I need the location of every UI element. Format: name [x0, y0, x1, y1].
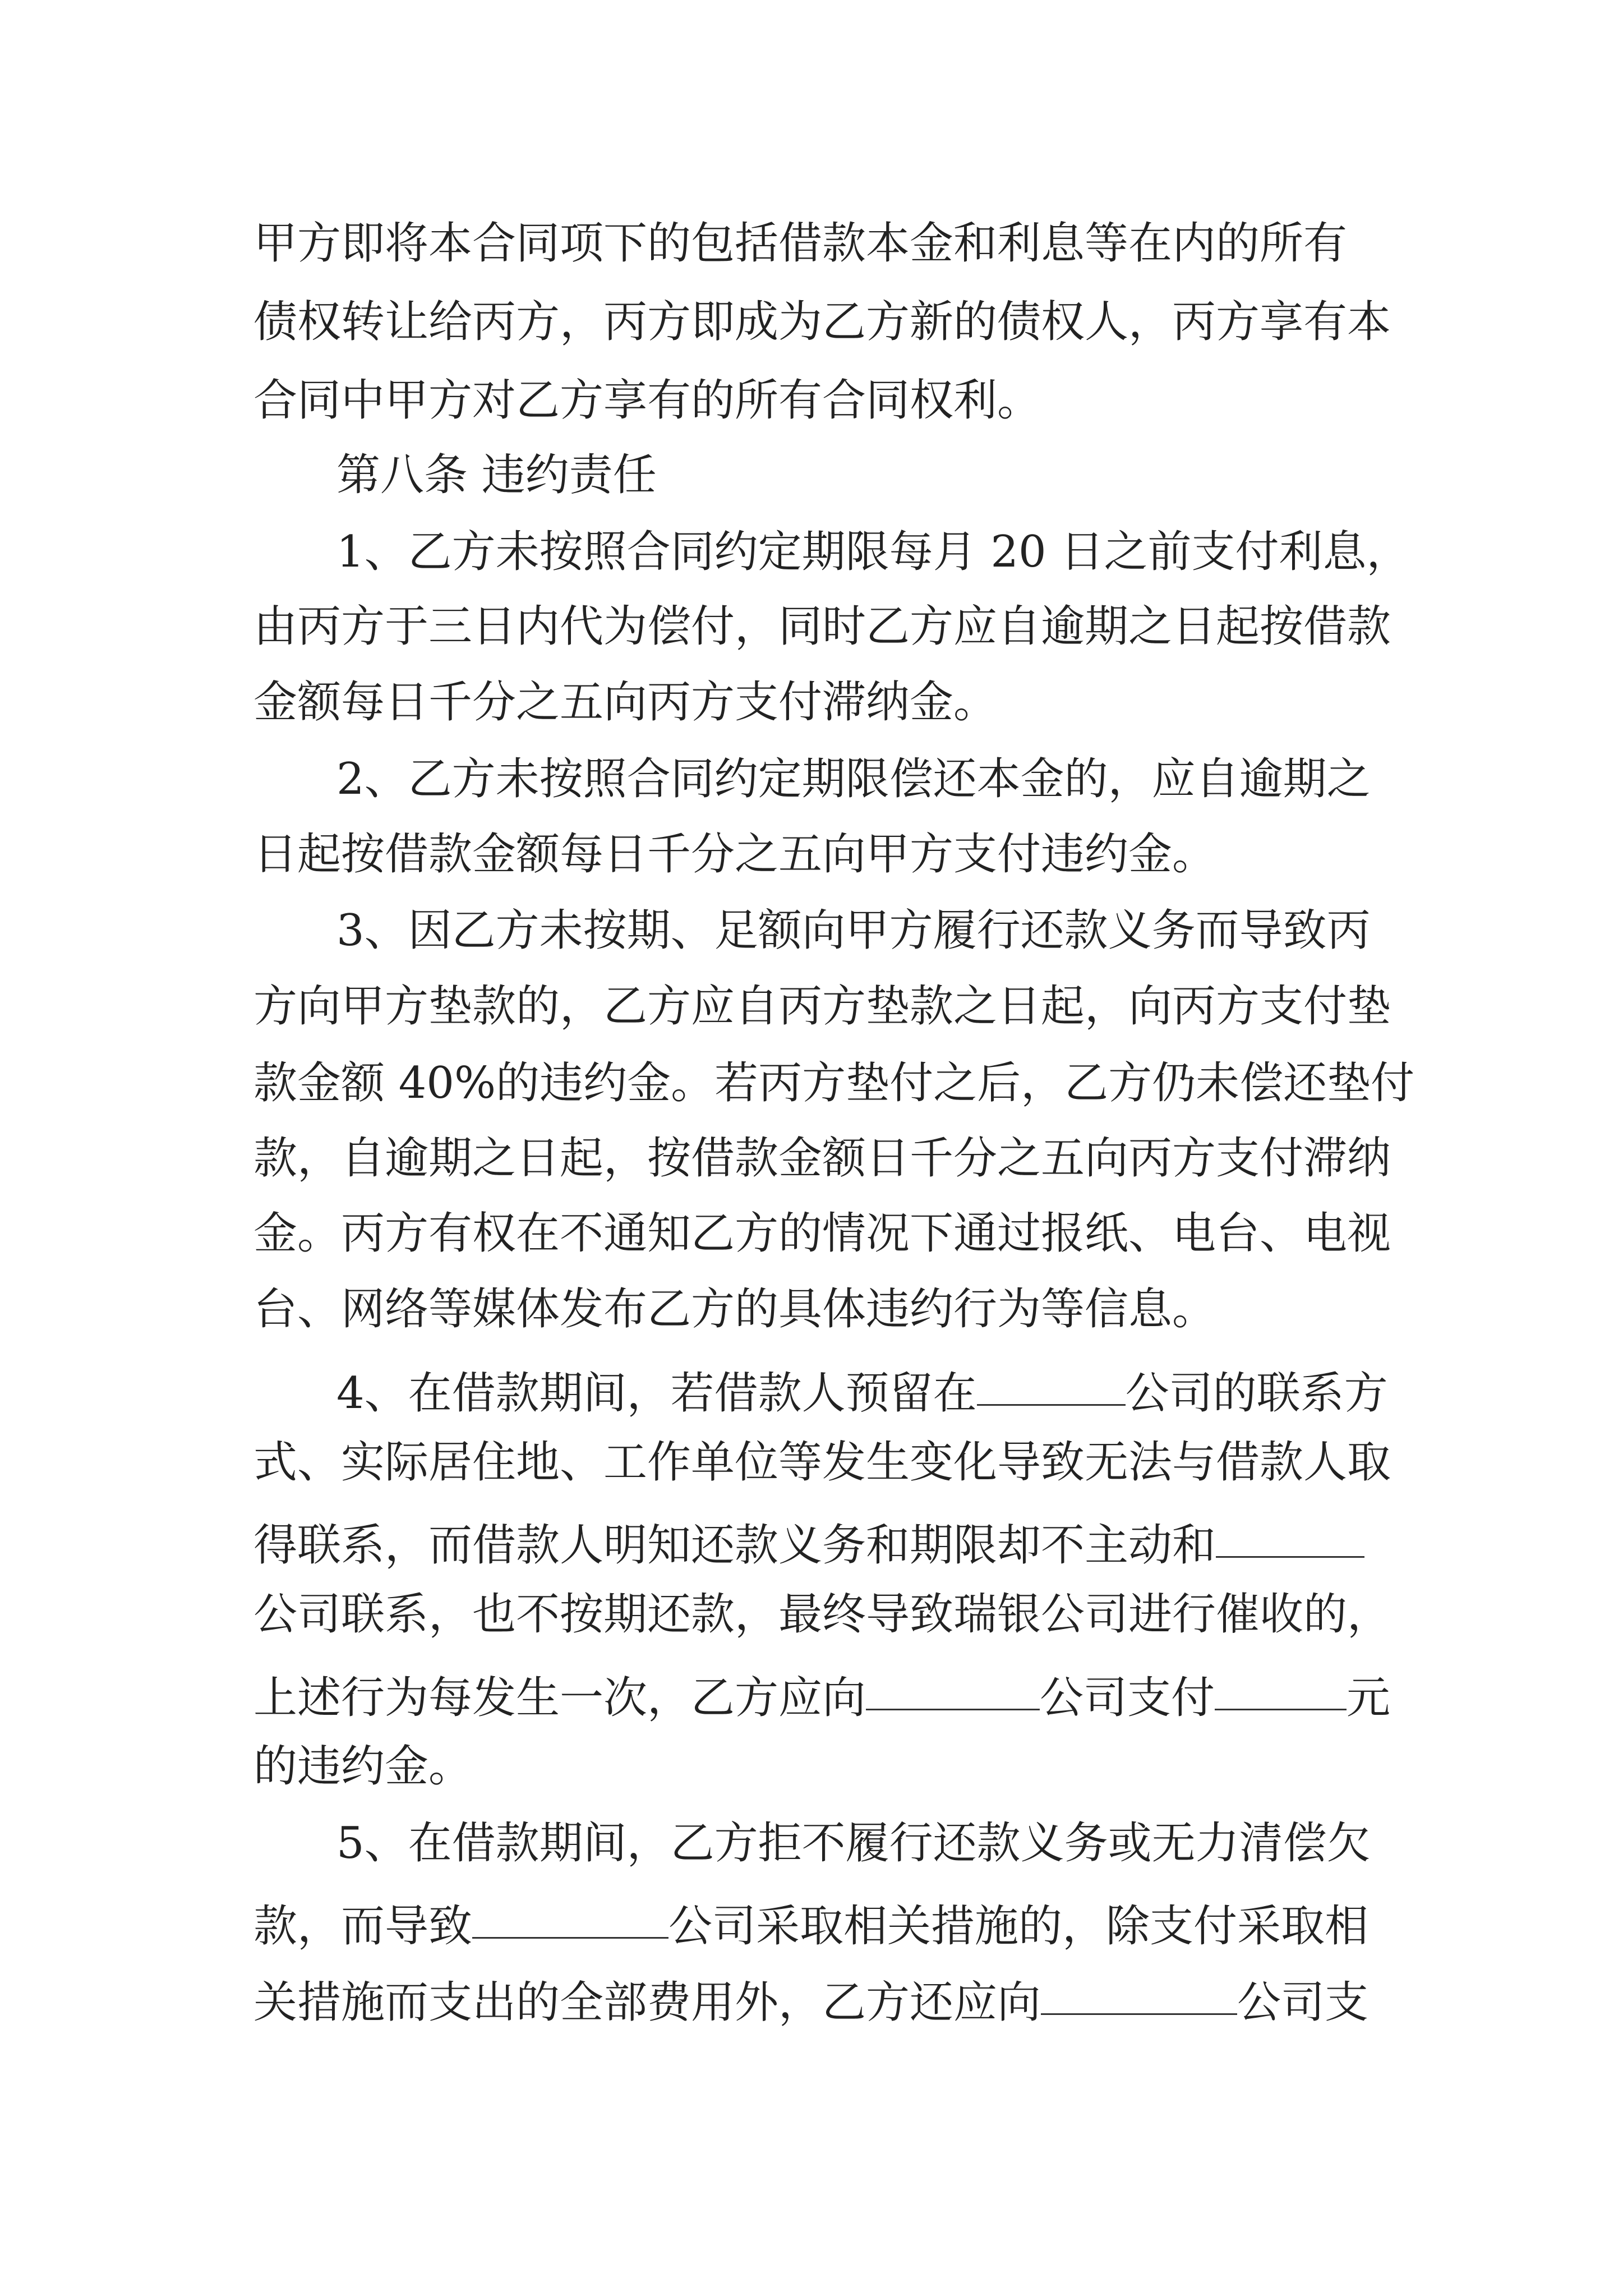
- paragraph-line: [0, 1284, 1623, 1335]
- text-run: 的违约金。: [253, 1741, 473, 1792]
- text-run: 款金额 40%的违约金。若丙方垫付之后，乙方仍未偿还垫付: [253, 1058, 1415, 1108]
- text-run: 款，自逾期之日起，按借款金额日千分之五向丙方支付滞纳: [253, 1133, 1391, 1184]
- paragraph-line: [0, 1818, 1623, 1869]
- text-run: 金。丙方有权在不通知乙方的情况下通过报纸、电台、电视: [253, 1208, 1391, 1259]
- text-run: 得联系，而借款人明知还款义务和期限却不主动和: [253, 1520, 1216, 1571]
- text-run: 甲方即将本合同项下的包括借款本金和利息等在内的所有: [253, 218, 1348, 269]
- paragraph-line: [0, 527, 1623, 577]
- text-run: 公司支付: [1040, 1673, 1215, 1723]
- paragraph-line: [0, 1364, 1623, 1419]
- paragraph-line: [0, 1208, 1623, 1259]
- text-run: 公司采取相关措施的，除支付采取相: [668, 1901, 1369, 1952]
- paragraph-line: [0, 677, 1623, 728]
- text-run: 金额每日千分之五向丙方支付滞纳金。: [253, 677, 998, 728]
- text-run: 上述行为每发生一次，乙方应向: [253, 1673, 866, 1723]
- text-run: 元: [1347, 1673, 1391, 1723]
- text-run: 3、因乙方未按期、足额向甲方履行还款义务而导致丙: [336, 905, 1371, 956]
- paragraph-line: [0, 1897, 1623, 1952]
- paragraph-line: [0, 754, 1623, 804]
- section-heading: [0, 450, 1623, 500]
- blank-field: [1041, 1973, 1237, 2017]
- text-run: 台、网络等媒体发布乙方的具体违约行为等信息。: [253, 1284, 1216, 1335]
- text-run: 款，而导致: [253, 1901, 473, 1952]
- paragraph-line: [0, 905, 1623, 956]
- blank-field: [866, 1669, 1040, 1713]
- text-run: 方向甲方垫款的，乙方应自丙方垫款之日起，向丙方支付垫: [253, 981, 1391, 1032]
- paragraph-line: [0, 1437, 1623, 1488]
- text-run: 2、乙方未按照合同约定期限偿还本金的，应自逾期之: [336, 754, 1371, 804]
- blank-field: [1216, 1516, 1364, 1560]
- text-run: 公司的联系方: [1125, 1368, 1388, 1419]
- text-run: 公司联系，也不按期还款，最终导致瑞银公司进行催收的，: [253, 1589, 1391, 1640]
- paragraph-line: [0, 1133, 1623, 1184]
- blank-field: [977, 1364, 1126, 1408]
- paragraph-line: [0, 601, 1623, 652]
- text-run: 5、在借款期间，乙方拒不履行还款义务或无力清偿欠: [336, 1818, 1371, 1869]
- paragraph-line: [0, 218, 1623, 269]
- text-run: 公司支: [1237, 1977, 1369, 2028]
- text-run: 1、乙方未按照合同约定期限每月 20 日之前支付利息，: [336, 527, 1410, 577]
- text-run: 由丙方于三日内代为偿付，同时乙方应自逾期之日起按借款: [253, 601, 1391, 652]
- paragraph-line: [0, 297, 1623, 347]
- text-run: 债权转让给丙方，丙方即成为乙方新的债权人，丙方享有本: [253, 297, 1391, 347]
- paragraph-line: [0, 1058, 1623, 1108]
- blank-field: [1215, 1669, 1347, 1713]
- paragraph-line: [0, 1669, 1623, 1723]
- paragraph-line: [0, 1589, 1623, 1640]
- text-run: 4、在借款期间，若借款人预留在: [336, 1368, 977, 1419]
- text-run: 日起按借款金额每日千分之五向甲方支付违约金。: [253, 829, 1216, 880]
- paragraph-line: [0, 1973, 1623, 2028]
- text-run: 合同中甲方对乙方享有的所有合同权利。: [253, 375, 1041, 426]
- paragraph-line: [0, 829, 1623, 880]
- text-run: 式、实际居住地、工作单位等发生变化导致无法与借款人取: [253, 1437, 1391, 1488]
- paragraph-line: [0, 981, 1623, 1032]
- heading-text: 第八条 违约责任: [336, 450, 657, 500]
- blank-field: [472, 1897, 668, 1941]
- paragraph-line: [0, 375, 1623, 426]
- paragraph-line: [0, 1741, 1623, 1792]
- text-run: 关措施而支出的全部费用外，乙方还应向: [253, 1977, 1041, 2028]
- paragraph-line: [0, 1516, 1623, 1571]
